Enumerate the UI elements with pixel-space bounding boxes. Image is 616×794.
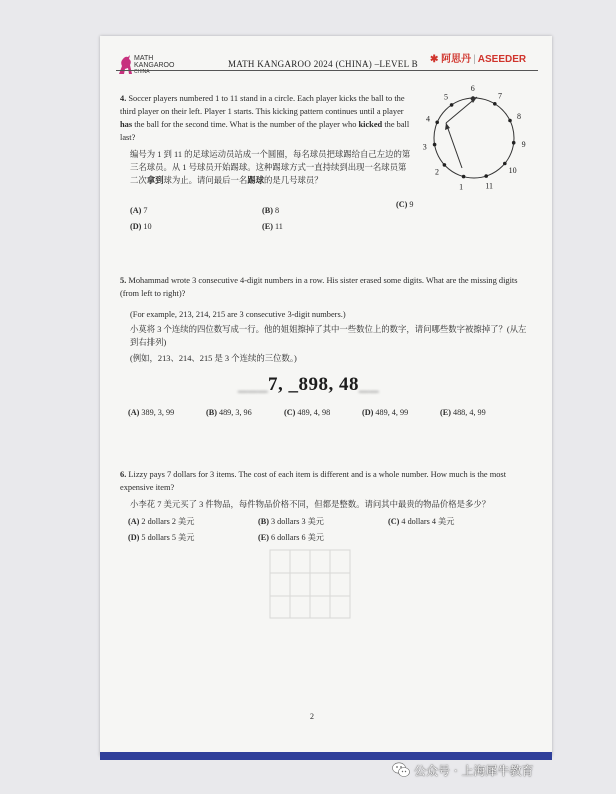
q4-option-e[interactable]: (E) 11 [262,222,283,231]
player-dot-2 [443,163,447,167]
exam-page [100,36,552,756]
player-dot-11 [484,174,488,178]
player-label-9: 9 [521,139,526,149]
question-5-text-cn: 小莫将 3 个连续的四位数写成一行。他的姐姐擦掉了其中一些数位上的数字，请问哪些数字被擦掉了？(从左到右排列) [130,325,527,347]
kick-arrow-2 [446,123,462,168]
math-kangaroo-logo [116,52,194,80]
show-through-grid [260,544,360,624]
erased-digits-1: ___ [238,374,268,395]
player-label-8: 8 [517,112,521,122]
player-dot-3 [433,143,437,147]
q5-option-e[interactable]: (E) 488, 4, 99 [440,408,486,417]
q5-option-c[interactable]: (C) 489, 4, 98 [284,408,331,417]
page-title: MATH KANGAROO 2024 (CHINA) –LEVEL B [228,59,418,69]
question-5-example-cn: (例如，213、214、215 是 3 个连续的三位数。) [130,354,297,363]
watermark-text: 公众号 · 上海犀牛教育 [414,763,534,778]
player-label-2: 2 [435,167,439,177]
player-label-6: 6 [470,84,475,93]
player-circle-diagram [418,82,530,194]
player-label-11: 11 [485,181,494,191]
arrow-head-2 [445,123,450,130]
erased-digits-2: __ [359,374,379,395]
q4-option-a[interactable]: (A) 7 [130,206,148,215]
snowflake-icon: ✱ [430,54,439,65]
q4-option-d[interactable]: (D) 10 [130,222,152,231]
question-6-number: 6. [120,470,127,479]
brand-en: ASEEDER [477,54,527,65]
q5-option-a[interactable]: (A) 389, 3, 99 [128,408,175,417]
player-label-3: 3 [422,142,427,152]
player-label-7: 7 [498,91,502,101]
q6-option-e[interactable]: (E) 6 dollars 6 美元 [258,533,324,542]
q5-option-b[interactable]: (B) 489, 3, 96 [206,408,252,417]
page-number: 2 [310,712,314,721]
question-4-text: 4. Soccer players numbered 1 to 11 stand in a circle. Each player kicks the ball to the third player on their left. Player 1 starts. This kicking pattern continues until a player has the ball for the second time. What is the number of the player who kicked the ball last? [120,94,410,142]
brand-cn: 阿思丹 [441,54,472,65]
page-header [100,36,552,84]
player-dot-9 [512,141,516,145]
player-dot-4 [435,121,439,125]
q6-option-d[interactable]: (D) 5 dollars 5 美元 [128,533,195,542]
header-divider [116,70,538,71]
question-4-number: 4. [120,94,127,103]
q6-option-b[interactable]: (B) 3 dollars 3 美元 [258,517,324,526]
q4-option-c[interactable]: (C) 9 [396,200,414,209]
question-5-text: 5. Mohammad wrote 3 consecutive 4-digit numbers in a row. His sister erased some digits. What are the missing digits (from left to right)? [120,276,518,298]
question-5-number: 5. [120,276,127,285]
player-dot-8 [508,119,512,123]
erased-number-display [238,374,379,396]
number-sequence: 7, _898, 48 [268,374,359,395]
question-5-example: (For example, 213, 214, 215 are 3 consecutive 3-digit numbers.) [130,310,346,319]
logo-line-1: MATH [134,55,154,62]
question-4-text-cn: 编号为 1 到 11 的足球运动员站成一个圆圈，每名球员把球踢给自己左边的第三名球员。从 1 号球员开始踢球。这种踢球方式一直持续到出现一名球员第二次拿到球为止。请问最后一名踢球的是几号球员？ [130,150,411,185]
player-circle [434,98,514,178]
q4-option-b[interactable]: (B) 8 [262,206,280,215]
player-label-5: 5 [444,92,448,102]
player-dot-7 [493,102,497,106]
player-label-10: 10 [508,165,517,175]
kangaroo-icon [116,54,134,76]
question-6-text-cn: 小李花 7 美元买了 3 件物品，每件物品价格不同，但都是整数。请问其中最贵的物品价格是多少？ [130,500,491,509]
player-dot-5 [450,103,454,107]
player-label-1: 1 [459,182,464,192]
wechat-watermark [392,758,533,782]
player-dot-10 [503,162,507,166]
player-label-4: 4 [426,114,430,124]
q5-option-d[interactable]: (D) 489, 4, 99 [362,408,409,417]
aseeder-logo: ✱ 阿思丹 | ASEEDER [430,54,527,65]
q6-option-c[interactable]: (C) 4 dollars 4 美元 [388,517,455,526]
logo-line-2: KANGAROO [134,62,175,69]
logo-line-3: CHINA [134,69,150,75]
question-6-text: 6. Lizzy pays 7 dollars for 3 items. The cost of each item is different and is a whole number. How much is the most expensive item? [120,470,507,492]
wechat-icon [392,762,410,778]
player-dot-1 [462,175,466,179]
q6-option-a[interactable]: (A) 2 dollars 2 美元 [128,517,195,526]
